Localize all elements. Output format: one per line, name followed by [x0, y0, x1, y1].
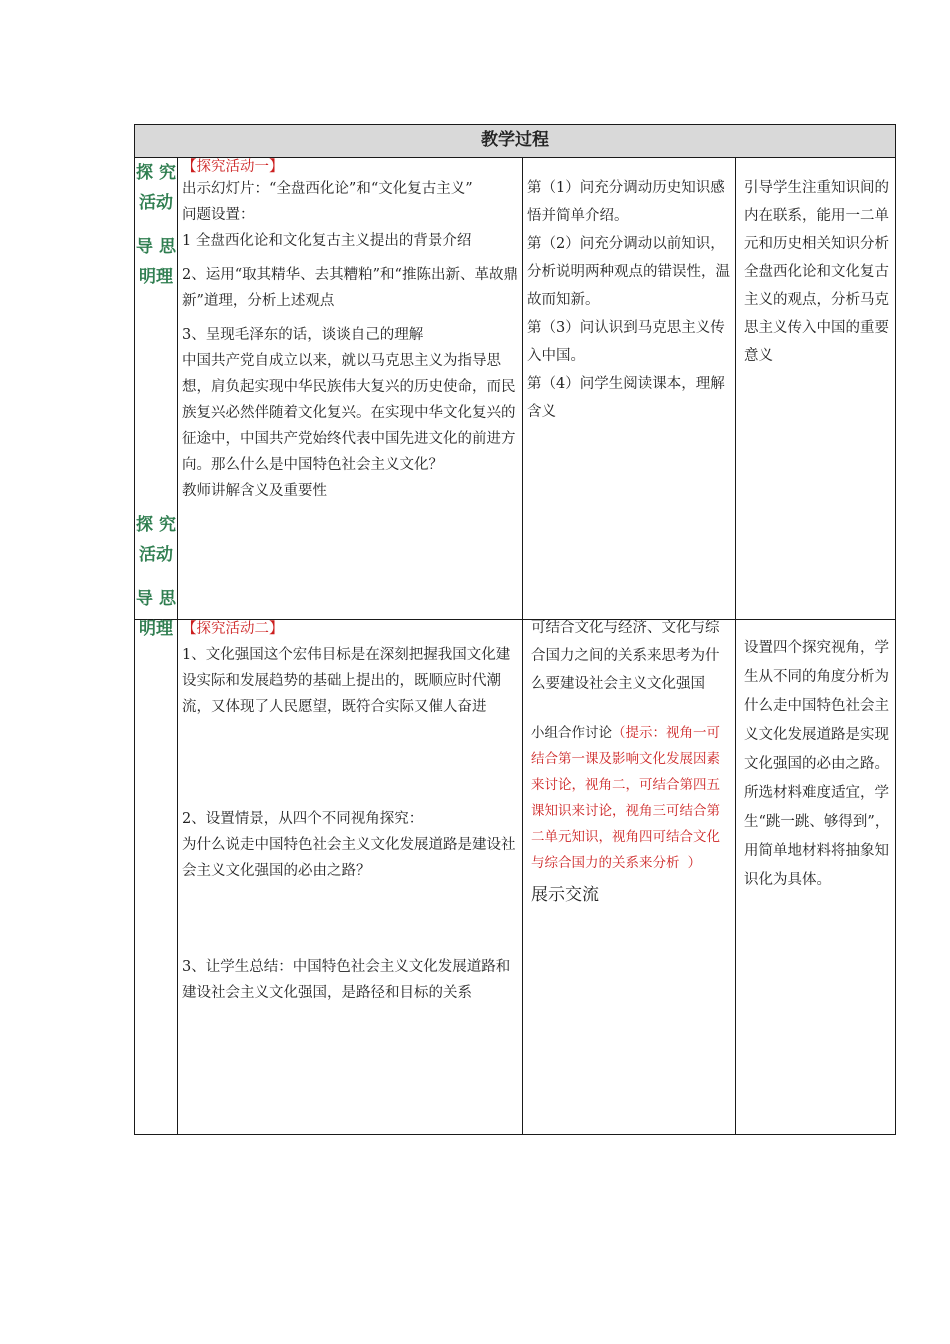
row-label	[135, 158, 177, 292]
label-line: 明理	[139, 619, 173, 639]
student-activity-cell	[523, 620, 736, 1135]
activity-line: 2、设置情景，从四个不同视角探究：	[182, 811, 424, 827]
student-activity-cell	[523, 158, 736, 620]
table-row	[135, 620, 896, 1135]
activity-line: 3、呈现毛泽东的话，谈谈自己的理解	[182, 327, 424, 343]
label-line: 活动	[139, 193, 173, 213]
show-exchange: 展示交流	[531, 885, 599, 905]
activity-line: 出示幻灯片：“全盘西化论”和“文化复古主义”	[182, 181, 473, 197]
design-intent: 设置四个探究视角，学生从不同的角度分析为什么走中国特色社会主义文化发展道路是实现文化强国的必由之路。所选材料难度适宜，学生“跳一跳、够得到”，用简单地材料将抽象知识化为具体。	[744, 640, 890, 888]
student-intro: 可结合文化与经济、文化与综合国力之间的关系来思考为什么要建设社会主义文化强国	[531, 620, 720, 692]
activity-line: 3、让学生总结：中国特色社会主义文化发展道路和建设社会主义文化强国，是路径和目标的关系	[182, 959, 511, 1001]
label-line: 探 究	[136, 515, 176, 535]
design-intent-cell	[736, 158, 896, 620]
table-header	[135, 125, 896, 158]
student-line: 第（3）问认识到马克思主义传入中国。	[527, 320, 725, 364]
label-line: 活动	[139, 545, 173, 565]
activity-line: 问题设置：	[182, 207, 255, 223]
activity-line: 1、文化强国这个宏伟目标是在深刻把握我国文化建设实际和发展趋势的基础上提出的，既顺应时代潮流，又体现了人民愿望，既符合实际又催人奋进	[182, 647, 511, 715]
student-line: 第（1）问充分调动历史知识感悟并简单介绍。	[527, 180, 725, 224]
label-line: 探 究	[136, 163, 176, 183]
design-intent-cell	[736, 620, 896, 1135]
activity-cell	[178, 620, 523, 1135]
activity-line: 中国共产党自成立以来，就以马克思主义为指导思想，肩负起实现中华民族伟大复兴的历史使命，而民族复兴必然伴随着文化复兴。在实现中华文化复兴的征途中，中国共产党始终代表中国先进文化的前进方向。那么什么是中国特色社会主义文化？	[182, 353, 516, 473]
activity-line: 教师讲解含义及重要性	[182, 483, 327, 499]
row-label-cell	[135, 515, 178, 1135]
label-line: 导 思	[136, 237, 176, 257]
row-label	[135, 510, 177, 644]
design-intent: 引导学生注重知识间的内在联系，能用一二单元和历史相关知识分析全盘西化论和文化复古主义的观点，分析马克思主义传入中国的重要意义	[744, 180, 889, 364]
group-discussion-label: 小组合作讨论	[531, 725, 612, 741]
activity-title: 【探究活动一】	[182, 159, 284, 175]
student-line: 第（4）问学生阅读课本，理解含义	[527, 376, 725, 420]
activity-cell	[178, 158, 523, 620]
table-row	[135, 158, 896, 620]
teaching-process-table	[134, 124, 896, 1135]
student-line: 第（2）问充分调动以前知识，分析说明两种观点的错误性，温故而知新。	[527, 236, 730, 308]
activity-line: 为什么说走中国特色社会主义文化发展道路是建设社会主义文化强国的必由之路？	[182, 837, 516, 879]
activity-line: 1 全盘西化论和文化复古主义提出的背景介绍	[182, 233, 472, 249]
label-line: 明理	[139, 267, 173, 287]
label-line: 导 思	[136, 589, 176, 609]
activity-title: 【探究活动二】	[182, 621, 284, 637]
table-title: 教学过程	[481, 130, 549, 150]
group-discussion-hint: （提示：视角一可结合第一课及影响文化发展因素来讨论，视角二，可结合第四五课知识来讨论，视角三可结合第二单元知识，视角四可结合文化与综合国力的关系来分析 ）	[531, 725, 720, 871]
activity-line: 2、运用“取其精华、去其糟粕”和“推陈出新、革故鼎新”道理，分析上述观点	[182, 267, 518, 309]
